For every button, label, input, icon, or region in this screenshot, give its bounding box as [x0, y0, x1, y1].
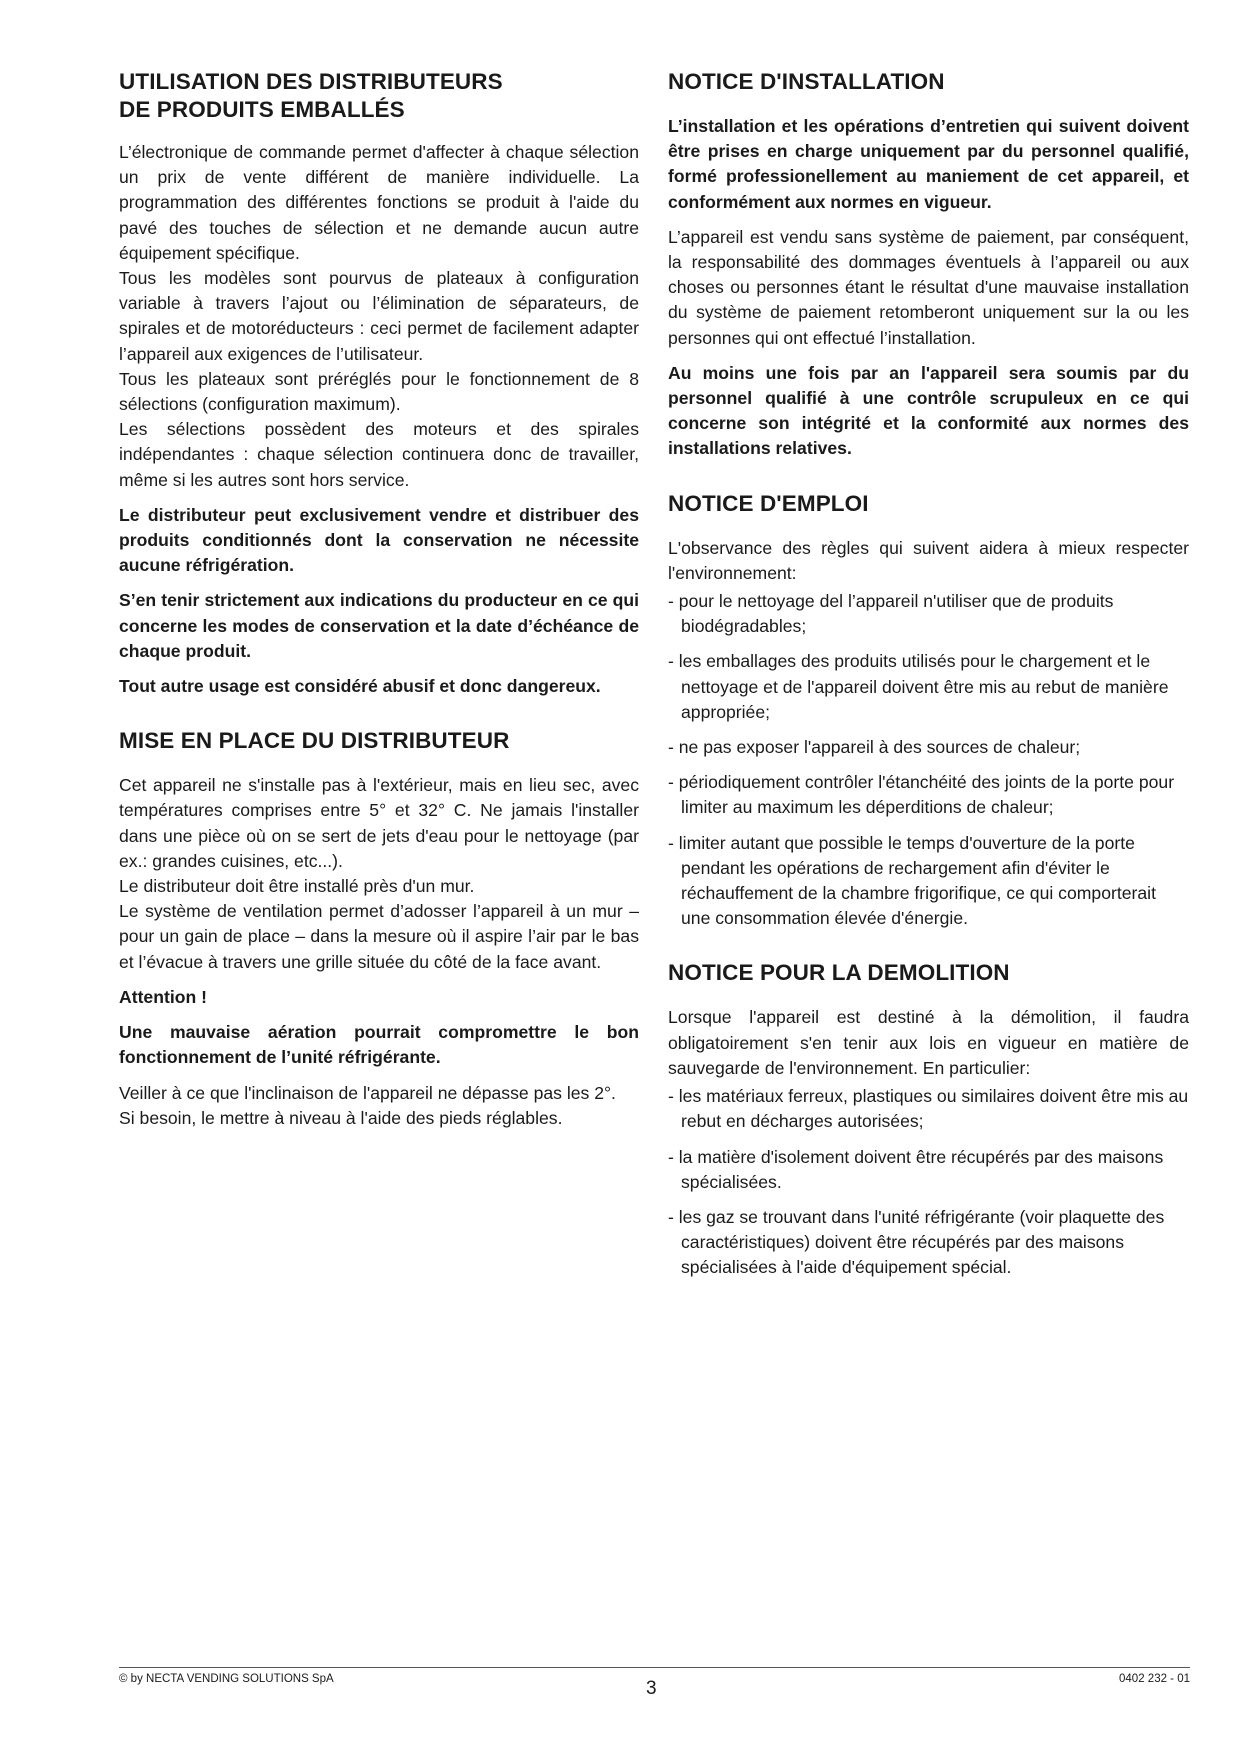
emploi-list — [668, 589, 1189, 931]
section-title-installation: NOTICE D'INSTALLATION — [668, 69, 945, 94]
bold-paragraph: S’en tenir strictement aux indications du producteur en ce qui concerne les modes de conservation et la date d’échéance de chaque produit. — [119, 590, 639, 661]
paragraph: Les sélections possèdent des moteurs et des spirales indépendantes : chaque sélection continuera donc de travailler, même si les autres sont hors service. — [119, 419, 639, 490]
list-item: - ne pas exposer l'appareil à des sources de chaleur; — [668, 737, 1081, 758]
section-notice-demolition — [668, 959, 1189, 1280]
paragraph: L'observance des règles qui suivent aidera à mieux respecter l'environnement: — [668, 537, 1189, 583]
bold-paragraph: Une mauvaise aération pourrait compromettre le bon fonctionnement de l’unité réfrigérante. — [119, 1022, 639, 1068]
list-item: - les emballages des produits utilisés pour le chargement et le nettoyage et de l'appareil doivent être mis au rebut de manière appropriée; — [668, 651, 1169, 722]
section-title-mise-en-place: MISE EN PLACE DU DISTRIBUTEUR — [119, 728, 510, 754]
list-item: - pour le nettoyage del l’appareil n'utiliser que de produits biodégradables; — [668, 591, 1114, 637]
right-column — [668, 68, 1189, 1309]
left-column — [119, 68, 639, 1159]
bold-paragraph: Le distributeur peut exclusivement vendre et distribuer des produits conditionnés dont la conservation ne nécessite aucune réfrigération. — [119, 504, 639, 576]
section-mise-en-place — [119, 727, 639, 1131]
section-notice-installation — [668, 68, 1189, 462]
list-item: - périodiquement contrôler l'étanchéité des joints de la porte pour limiter au maximum les déperditions de chaleur; — [668, 772, 1175, 818]
paragraph: L’appareil est vendu sans système de paiement, par conséquent, la responsabilité des dommages éventuels à l’appareil ou aux choses ou personnes étant le résultat d'une mauvaise installation du système de paiement retomberont uniquement sur la ou les personnes qui ont effectué l’installation. — [668, 226, 1189, 348]
footer-divider — [119, 1667, 1190, 1668]
list-item: - la matière d'isolement doivent être récupérés par des maisons spécialisées. — [668, 1146, 1164, 1192]
title-line-1: UTILISATION DES DISTRIBUTEURS — [119, 69, 503, 94]
paragraph: Veiller à ce que l'inclinaison de l'appareil ne dépasse pas les 2°. — [119, 1082, 616, 1103]
paragraph: L’électronique de commande permet d'affecter à chaque sélection un prix de vente différent de manière individuelle. La programmation des différentes fonctions se produit à l'aide du pavé des touches de sélection et ne demande aucun autre équipement spécifique. — [119, 142, 639, 263]
list-item: - limiter autant que possible le temps d'ouverture de la porte pendant les opérations de rechargement afin d'éviter le réchauffement de la chambre frigorifique, ce qui comporterait une consommation élevée d'énergie. — [668, 832, 1156, 929]
paragraph: Le système de ventilation permet d’adosser l’appareil à un mur – pour un gain de place – dans la mesure où il aspire l’air par le bas et l’évacue à travers une grille située du côté de la face avant. — [119, 901, 639, 972]
footer-copyright: © by NECTA VENDING SOLUTIONS SpA — [119, 1673, 334, 1685]
list-item: - les gaz se trouvant dans l'unité réfrigérante (voir plaquette des caractéristiques) doivent être récupérés par des maisons spécialisées à l'aide d'équipement spécial. — [668, 1206, 1165, 1278]
paragraph: Cet appareil ne s'installe pas à l'extérieur, mais en lieu sec, avec températures comprises entre 5° et 32° C. Ne jamais l'installer dans une pièce où on se sert de jets d'eau pour le nettoyage (par ex.: grandes cuisines, etc...). — [119, 775, 639, 871]
paragraph: Tous les plateaux sont préréglés pour le fonctionnement de 8 sélections (configuration maximum). — [119, 368, 639, 415]
section-notice-emploi — [668, 490, 1189, 932]
paragraph: Tous les modèles sont pourvus de plateaux à configuration variable à travers l’ajout ou l’élimination de séparateurs, de spirales et de motoréducteurs : ceci permet de facilement adapter l’appareil aux exigences de l’utilisateur. — [119, 268, 639, 364]
paragraph: Si besoin, le mettre à niveau à l'aide des pieds réglables. — [119, 1107, 563, 1128]
list-item: - les matériaux ferreux, plastiques ou similaires doivent être mis au rebut en décharges autorisées; — [668, 1086, 1189, 1132]
title-line-2: DE PRODUITS EMBALLÉS — [119, 97, 405, 122]
attention-label: Attention ! — [119, 986, 207, 1007]
paragraph: Le distributeur doit être installé près d'un mur. — [119, 876, 475, 897]
bold-paragraph: L’installation et les opérations d’entretien qui suivent doivent être prises en charge uniquement par du personnel qualifié, formé professionellement au maniement de cet appareil, et conformément aux normes en vigueur. — [668, 116, 1189, 212]
paragraph: Lorsque l'appareil est destiné à la démolition, il faudra obligatoirement s'en tenir aux lois en vigueur en matière de sauvegarde de l'environnement. En particulier: — [668, 1007, 1189, 1078]
section-title-demolition: NOTICE POUR LA DEMOLITION — [668, 960, 1010, 986]
bold-paragraph: Au moins une fois par an l'appareil sera soumis par du personnel qualifié à une contrôle scrupuleux en ce qui concerne son intégrité et la conformité aux normes des installations relatives. — [668, 362, 1189, 459]
section-title-utilisation — [119, 68, 639, 124]
page-number: 3 — [646, 1678, 657, 1699]
bold-paragraph: Tout autre usage est considéré abusif et donc dangereux. — [119, 676, 601, 697]
section-utilisation — [119, 68, 639, 699]
footer-doc-code: 0402 232 - 01 — [1119, 1673, 1190, 1685]
section-title-emploi: NOTICE D'EMPLOI — [668, 490, 869, 516]
demolition-list — [668, 1084, 1189, 1280]
